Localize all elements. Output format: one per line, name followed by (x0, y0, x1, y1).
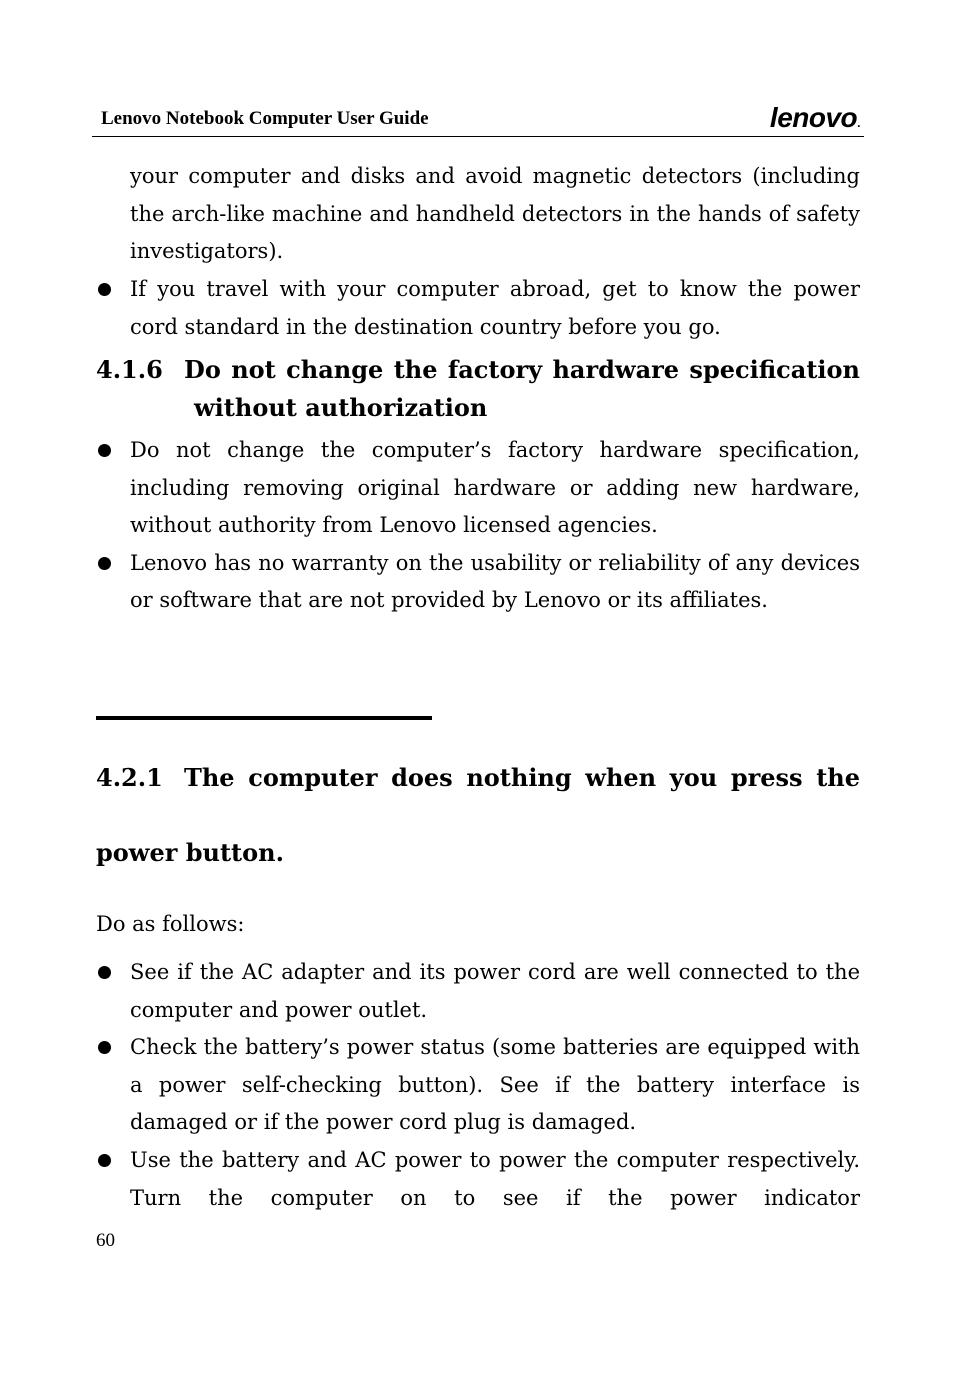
page-number: 60 (96, 1230, 115, 1251)
page-header (92, 96, 864, 137)
hardware-bullet-list (96, 432, 860, 620)
section-heading-4-2-1: 4.2.1 The computer does nothing when you press the (96, 763, 860, 792)
bullet-icon (98, 966, 111, 979)
list-item: See if the AC adapter and its power cord are well connected to the computer and power outlet. (96, 954, 860, 1029)
bullet-icon (98, 557, 111, 570)
intro-text: Do as follows: (96, 912, 245, 936)
bullet-icon (98, 283, 111, 296)
power-bullet-list (96, 954, 860, 1217)
bullet-icon (98, 1041, 111, 1054)
bullet-icon (98, 1154, 111, 1167)
section-divider (96, 716, 432, 720)
continued-paragraph: your computer and disks and avoid magnetic detectors (including the arch-like machine and handheld detectors in the hands of safety investigators). (130, 164, 860, 264)
section-heading-4-2-1-line2: power button. (96, 838, 284, 867)
list-item: Check the battery’s power status (some batteries are equipped with a power self-checking button). See if the battery interface is damaged or if the power cord plug is damaged. (96, 1029, 860, 1142)
list-item: Do not change the computer’s factory hardware specification, including removing original hardware or adding new hardware, without authority from Lenovo licensed agencies. (96, 432, 860, 545)
list-item: Use the battery and AC power to power the computer respectively. Turn the computer on to see if the power indicator (96, 1142, 860, 1217)
list-item: Lenovo has no warranty on the usability or reliability of any devices or software that are not provided by Lenovo or its affiliates. (96, 545, 860, 620)
header-title: Lenovo Notebook Computer User Guide (101, 108, 429, 129)
travel-bullet-list (96, 271, 860, 346)
list-item: If you travel with your computer abroad, get to know the power cord standard in the destination country before you go. (96, 271, 860, 346)
section-heading-4-1-6-line2: without authorization (194, 393, 488, 422)
bullet-icon (98, 444, 111, 457)
lenovo-logo: lenovo. (769, 102, 860, 133)
section-heading-4-1-6: 4.1.6 Do not change the factory hardware specification (96, 355, 860, 384)
